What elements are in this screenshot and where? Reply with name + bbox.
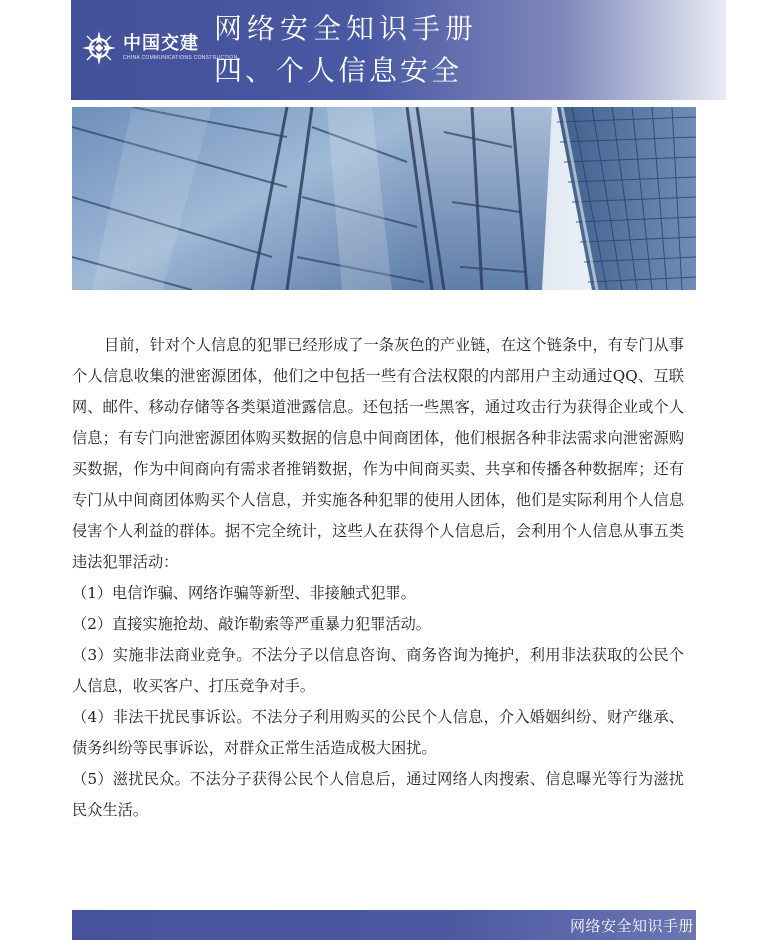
list-item: （2）直接实施抢劫、敲诈勒索等严重暴力犯罪活动。 [72,615,431,633]
manual-title: 网络安全知识手册 [214,12,479,45]
section-title: 四、个人信息安全 [214,54,463,87]
list-item: （5）滋扰民众。不法分子获得公民个人信息后，通过网络人肉搜索、信息曝光等行为滋扰民众生活。 [72,770,684,819]
footer-title: 网络安全知识手册 [569,917,694,935]
logo-chinese-name: 中国交建 [123,33,199,54]
list-item: （1）电信诈骗、网络诈骗等新型、非接触式犯罪。 [72,584,416,602]
building-illustration [72,107,696,290]
article-body [72,330,684,826]
list-item: （4）非法干扰民事诉讼。不法分子利用购买的公民个人信息，介入婚姻纠纷、财产继承、债务纠纷等民事诉讼，对群众正常生活造成极大困扰。 [72,708,684,757]
intro-paragraph: 目前，针对个人信息的犯罪已经形成了一条灰色的产业链，在这个链条中，有专门从事个人信息收集的泄密源团体，他们之中包括一些有合法权限的内部用户主动通过QQ、互联网、邮件、移动存储等各类渠道泄露信息。还包括一些黑客，通过攻击行为获得企业或个人信息；有专门向泄密源团体购买数据的信息中间商团体，他们根据各种非法需求向泄密源购买数据，作为中间商向有需求者推销数据，作为中间商买卖、共享和传播各种数据库；还有专门从中间商团体购买个人信息，并实施各种犯罪的使用人团体，他们是实际利用个人信息侵害个人利益的群体。据不完全统计，这些人在获得个人信息后，会利用个人信息从事五类违法犯罪活动： [72,336,684,571]
ccc-logo-icon [81,30,117,66]
header-banner [71,0,726,100]
logo-english-name: CHINA COMMUNICATIONS CONSTRUCTION [123,55,238,61]
list-item: （3）实施非法商业竞争。不法分子以信息咨询、商务咨询为掩护，利用非法获取的公民个人信息，收买客户、打压竞争对手。 [72,646,684,695]
footer-bar [72,910,696,940]
glass-building-image [72,107,696,290]
